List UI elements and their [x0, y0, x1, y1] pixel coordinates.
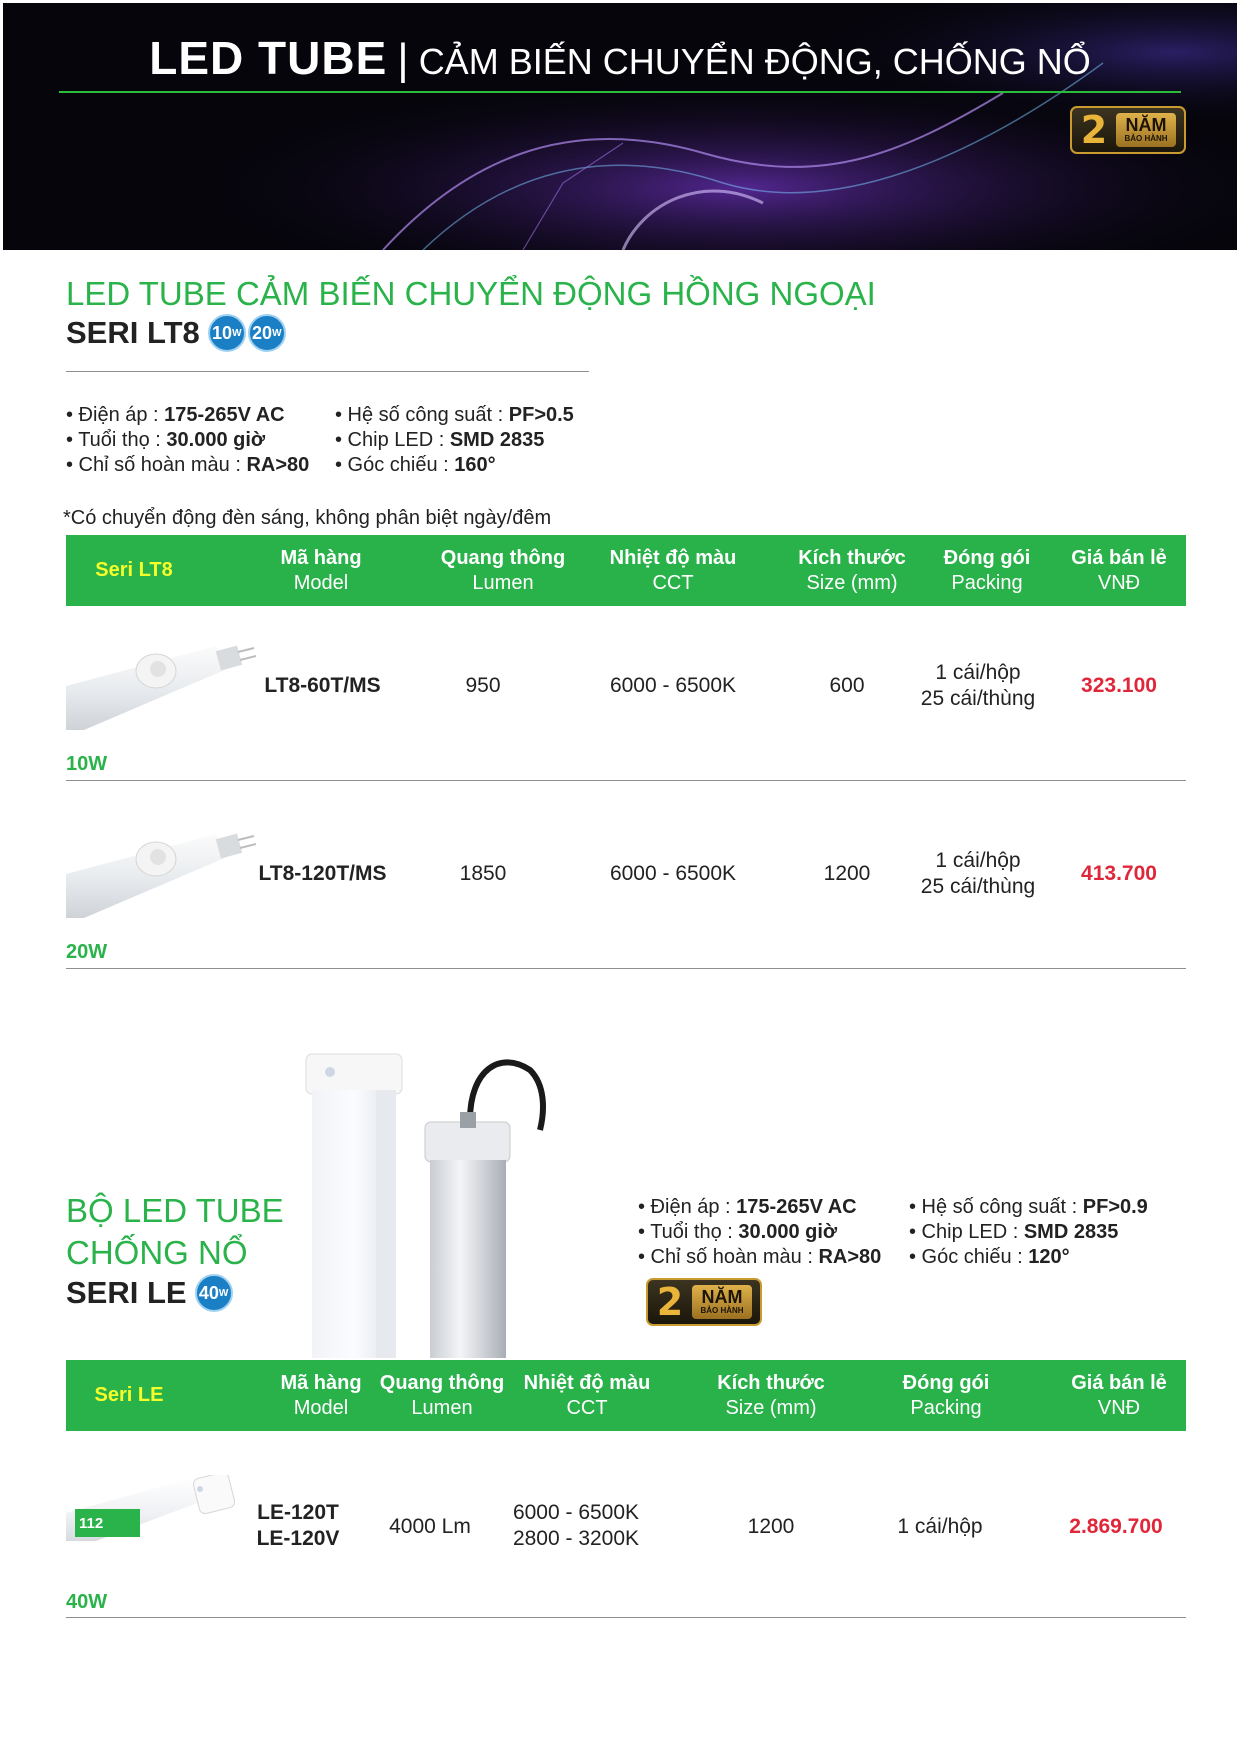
row2-model: LT8-120T/MS — [258, 862, 387, 885]
spec-voltage: • Điện áp : 175-265V AC — [638, 1196, 857, 1218]
wattage-badge-20w: 20 W — [248, 314, 286, 352]
row1-cct: 6000 - 6500K — [609, 674, 737, 697]
section2-seri — [66, 1274, 233, 1312]
th-size: Kích thước Size (mm) — [717, 1371, 825, 1419]
section1-note: *Có chuyển động đèn sáng, không phân biệt ngày/đêm — [63, 507, 552, 529]
header-green-rule — [59, 91, 1181, 93]
section1-seri — [66, 314, 286, 352]
section2-seri-label: SERI LE — [66, 1275, 187, 1310]
row1-price: 323.100 — [1081, 674, 1157, 697]
section1-specs-right — [335, 403, 574, 478]
section2-title — [66, 1190, 284, 1274]
row2-packing: 1 cái/hộp 25 cái/thùng — [920, 849, 1036, 898]
row2-price: 413.700 — [1081, 862, 1157, 885]
product-image-lt8-60t — [66, 638, 256, 736]
row-le-models: LE-120T LE-120V — [256, 1501, 340, 1550]
header-title-separator: | — [397, 35, 409, 84]
section1-table-header — [66, 535, 1186, 606]
spec-power-factor: • Hệ số công suất : PF>0.5 — [335, 404, 574, 426]
wattage-badge-40w: 40 W — [195, 1274, 233, 1312]
spec-voltage: • Điện áp : 175-265V AC — [66, 404, 285, 426]
section2-table-header — [66, 1360, 1186, 1431]
warranty-label-top: NĂM — [701, 1287, 743, 1307]
section1-specs-left — [66, 403, 309, 478]
th-lumen: Quang thông Lumen — [379, 1371, 505, 1419]
row2-wattage: 20W — [66, 941, 108, 963]
section2-specs-right — [909, 1195, 1148, 1270]
row1-wattage: 10W — [66, 753, 108, 775]
row-le-packing: 1 cái/hộp — [897, 1515, 983, 1538]
row-le-divider — [66, 1617, 1186, 1618]
warranty-badge — [1070, 106, 1186, 154]
row1-model: LT8-60T/MS — [264, 674, 381, 697]
wattage-badge-10w: 10 W — [208, 314, 246, 352]
section2-title-line1: BỘ LED TUBE — [66, 1192, 284, 1229]
section1-seri-label: SERI LT8 — [66, 315, 200, 350]
spec-cri: • Chỉ số hoàn màu : RA>80 — [66, 454, 310, 476]
warranty-label-bottom: BẢO HÀNH — [1124, 134, 1168, 143]
th-packing: Đóng gói Packing — [902, 1371, 990, 1419]
th-model: Mã hàng Model — [280, 546, 362, 594]
spec-cri: • Chỉ số hoàn màu : RA>80 — [638, 1246, 882, 1268]
row-le-size: 1200 — [747, 1515, 795, 1538]
th-price: Giá bán lẻ VNĐ — [1071, 546, 1167, 594]
spec-lifetime: • Tuổi thọ : 30.000 giờ — [66, 429, 266, 451]
row-le-lumen: 4000 Lm — [389, 1515, 471, 1538]
th-packing: Đóng gói Packing — [943, 546, 1031, 594]
row2-divider — [66, 968, 1186, 969]
spec-beam-angle: • Góc chiếu : 160° — [335, 454, 496, 476]
header-title-bold: LED TUBE — [149, 32, 388, 84]
row1-divider — [66, 780, 1186, 781]
page-number: 112 — [75, 1509, 140, 1537]
spec-lifetime: • Tuổi thọ : 30.000 giờ — [638, 1221, 838, 1243]
th-model: Mã hàng Model — [280, 1371, 362, 1419]
row1-lumen: 950 — [465, 674, 501, 697]
row1-size: 600 — [829, 674, 865, 697]
row2-cct: 6000 - 6500K — [609, 862, 737, 885]
th-price: Giá bán lẻ VNĐ — [1071, 1371, 1167, 1419]
page-header-title — [3, 31, 1237, 85]
row2-size: 1200 — [823, 862, 871, 885]
product-image-le-fixtures — [300, 1050, 560, 1358]
warranty-years: 2 — [656, 1280, 684, 1324]
row-le-wattage: 40W — [66, 1591, 108, 1613]
row1-packing: 1 cái/hộp 25 cái/thùng — [920, 661, 1036, 710]
th-seri: Seri LT8 — [95, 559, 173, 581]
section2-title-line2: CHỐNG NỔ — [66, 1234, 248, 1271]
section2-specs-left — [638, 1195, 881, 1270]
row2-lumen: 1850 — [459, 862, 507, 885]
product-image-lt8-120t — [66, 826, 256, 924]
th-lumen: Quang thông Lumen — [440, 546, 566, 594]
row-le-price: 2.869.700 — [1069, 1515, 1163, 1538]
spec-chip-led: • Chip LED : SMD 2835 — [335, 429, 545, 451]
warranty-label-bottom: BẢO HÀNH — [700, 1306, 744, 1315]
th-seri: Seri LE — [94, 1384, 164, 1406]
section1-underline — [66, 371, 589, 372]
spec-chip-led: • Chip LED : SMD 2835 — [909, 1221, 1119, 1243]
header-banner — [3, 3, 1237, 250]
row-le-cct: 6000 - 6500K 2800 - 3200K — [512, 1501, 640, 1550]
warranty-years: 2 — [1080, 108, 1108, 152]
th-cct: Nhiệt độ màu CCT — [609, 546, 737, 594]
section2-warranty-badge — [646, 1278, 762, 1326]
th-cct: Nhiệt độ màu CCT — [523, 1371, 651, 1419]
spec-beam-angle: • Góc chiếu : 120° — [909, 1246, 1070, 1268]
header-title-subtitle: CẢM BIẾN CHUYỂN ĐỘNG, CHỐNG NỔ — [418, 41, 1091, 82]
th-size: Kích thước Size (mm) — [798, 546, 906, 594]
section1-title: LED TUBE CẢM BIẾN CHUYỂN ĐỘNG HỒNG NGOẠI — [66, 275, 876, 312]
spec-power-factor: • Hệ số công suất : PF>0.9 — [909, 1196, 1148, 1218]
warranty-label-top: NĂM — [1125, 115, 1167, 135]
